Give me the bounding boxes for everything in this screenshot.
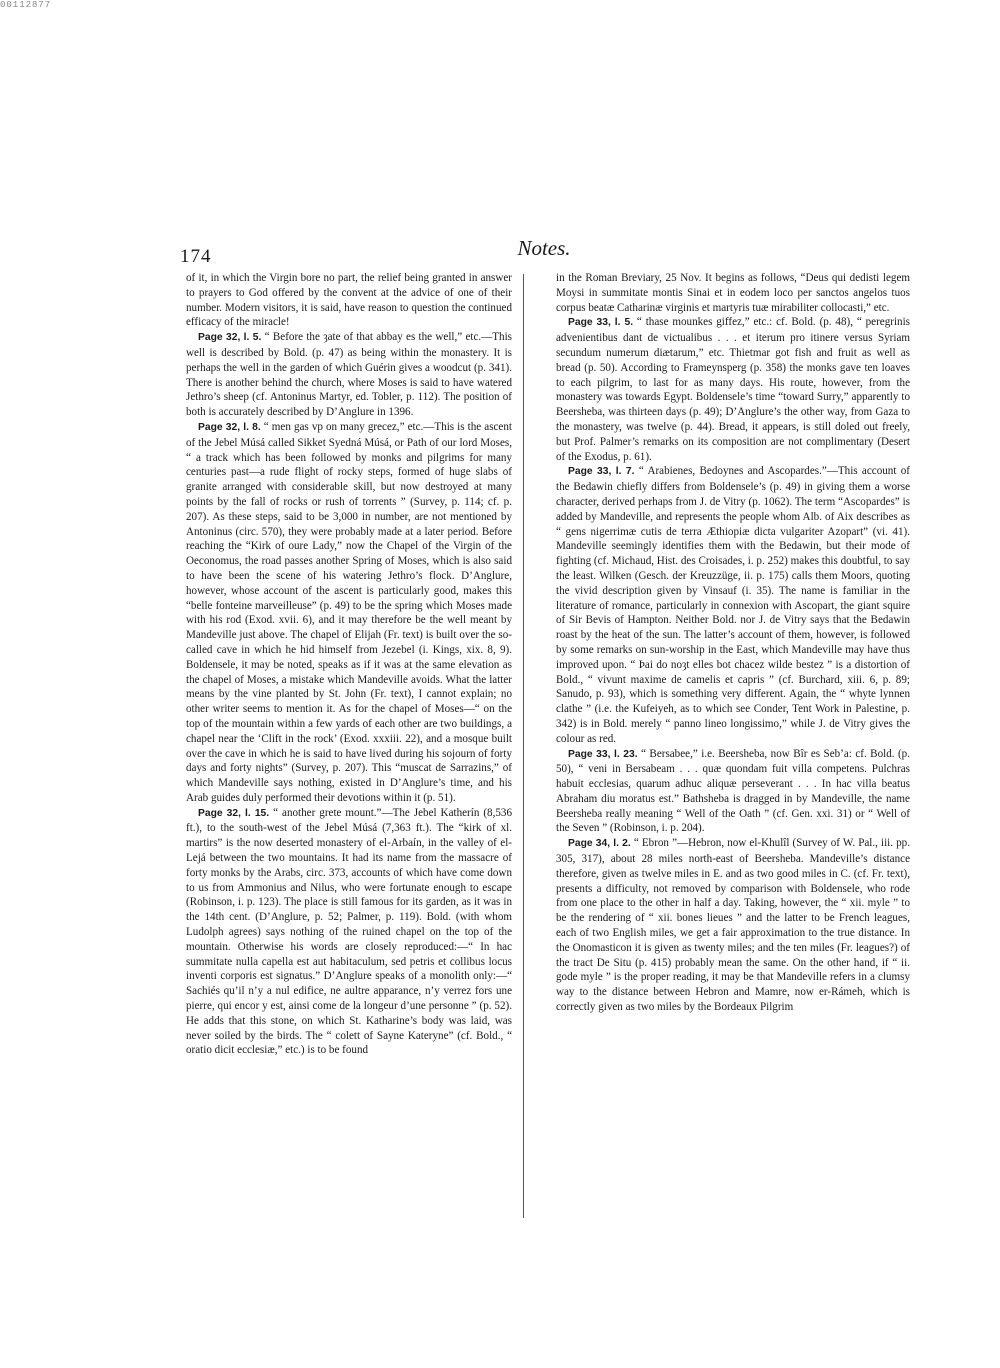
column-divider (523, 274, 524, 1218)
note-text: “ another grete mount.”—The Jebel Katherín (8,536 ft.), to the south-west of the Jebel Músá (7,363 ft.). The “kirk of xl. martirs” is the now deserted monastery of el-Arbaín, in the valley of el-Lejá between the two mountains. It had its name from the massacre of forty monks by the Arabs, circ. 373, accounts of which have come down to us from Ammonius and Nilus, who were fortunate enough to escape (Robinson, i. p. 123). The place is still famous for its garden, as it was in the 14th cent. (D’Anglure, p. 52; Palmer, p. 119). Bold. (with whom Ludolph agrees) says nothing of the ruined chapel on the top of the mountain. Otherwise his words are closely reproduced:—“ In hac summitate nulla capella est aut habitaculum, sed petris et collibus locus inventi corporis est signatus.” D’Anglure speaks of a monolith only:—“ Sachiés qu’il n’y a nul edifice, ne aultre apparance, n’y verrez fors une pierre, qui encor y est, ainsi come de la longeur d’une personne ” (p. 52). He adds that this stone, on which St. Katharine’s body was laid, was never soiled by the birds. The “ colett of Sayne Kateryne” (cf. Bold., “ oratio dicit ecclesiæ,” etc.) is to be found (186, 806, 513, 1057)
continuation-paragraph: in the Roman Breviary, 25 Nov. It begins as follows, “Deus qui dedisti legem Moysi in summitate montis Sinai et in eodem loco per sanctos angelos tuos corpus beatæ Catharinæ virginis et martyris tuæ mirabiliter collocasti,” etc. (556, 272, 910, 314)
note-paragraph (556, 464, 910, 746)
scan-id-label: 00112877 (0, 0, 52, 10)
note-reference: Page 32, l. 15. (198, 807, 270, 819)
note-paragraph (186, 806, 512, 1059)
note-text: “ Before the ȝate of that abbay es the well,” etc.—This well is described by Bold. (p. 47) as being within the monastery. It is perhaps the well in the garden of which Guérin gives a woodcut (p. 341). There is another behind the church, where Moses is said to have watered Jethro’s sheep (cf. Antoninus Martyr, ed. Tobler, p. 112). The position of both is accurately described by D’Anglure in 1396. (186, 331, 512, 419)
continuation-paragraph: of it, in which the Virgin bore no part, the relief being granted in answer to prayers to God offered by the convent at the advice of one of their number. Modern visitors, it is said, have reason to question the continued efficacy of the miracle! (186, 272, 512, 329)
left-column (186, 271, 512, 1058)
note-text: “ Arabienes, Bedoynes and Ascopardes.”—This account of the Bedawin chiefly differs from Boldensele’s (p. 49) in giving them a worse character, derived perhaps from J. de Vitry (p. 1062). The term “Ascopardes” is added by Mandeville, and represents the people whom Alb. of Aix describes as “ gens nigerrimæ cutis de terra Æthiopiæ dicta vulgariter Azopart” (vi. 41). Mandeville seemingly identifies them with the Bedawin, but their mode of fighting (cf. Michaud, Hist. des Croisades, i. p. 252) makes this doubtful, to say the least. Wilken (Gesch. der Kreuzzüge, ii. p. 175) calls them Moors, quoting the vivid description given by Vinsauf (i. 35). The name is familiar in the literature of romance, particularly in connexion with Ascopart, the giant squire of Sir Bevis of Hampton. Neither Bold. nor J. de Vitry says that the Bedawin roast by the heat of the sun. The latter’s account of them, however, is followed by some remarks on sun-worship in the East, which Mandeville may have thus improved upon. “ Þai do noȝt elles bot chacez wilde bestez ” is a distortion of Bold., “ vivunt maxime de camelis et capris ” (cf. Burchard, xiii. 6, p. 89; Sanudo, p. 93), which is something very different. Again, the “ whyte lynnen clathe ” (i.e. the Kufeiyeh, as to which see Conder, Tent Work in Palestine, p. 342) is in Bold. merely “ panno lineo longissimo,” while J. de Vitry gives the colour as red. (556, 465, 910, 745)
right-column (556, 271, 910, 1015)
note-paragraph (556, 747, 910, 837)
note-text: “ Ebron ”—Hebron, now el-Khulîl (Survey of W. Pal., iii. pp. 305, 317), about 28 miles north-east of Beersheba. Mandeville’s distance therefore, given as twelve miles in E. and as two good miles in C. (cf. Fr. text), presents a difficulty, not removed by comparison with Boldensele, who rode from one place to the other in half a day. Taking, however, the “ xii. myle ” to be the rendering of “ xii. bones lieues ” and the latter to be French leagues, each of two English miles, we get a fair approximation to the true distance. In the Onomasticon it is given as twenty miles; and the ten miles (Fr. leagues?) of the tract De Situ (p. 415) probably mean the same. On the other hand, if “ ii. gode myle ” is the proper reading, it may be that Mandeville refers in a clumsy way to the distance between Hebron and Mamre, now er-Rámeh, which is correctly given as two miles by the Bordeaux Pilgrim (556, 837, 910, 1014)
note-paragraph (556, 315, 910, 464)
note-reference: Page 33, l. 5. (568, 317, 634, 329)
note-paragraph (556, 836, 910, 1015)
page-number: 174 (180, 246, 212, 267)
note-text: “ Bersabee,” i.e. Beersheba, now Bîr es Seb’a: cf. Bold. (p. 50), “ veni in Bersabeam . . . quæ quondam fuit villa competens. Pulchras habuit ecclesias, quarum adhuc aliquæ perseverant . . . In hac villa beatus Abraham diu moratus est.” Bathsheba is dragged in by Mandeville, the name Beersheba really meaning “ Well of the Oath ” (cf. Gen. xxi. 31) or “ Well of the Seven ” (Robinson, i. p. 204). (556, 747, 910, 835)
note-paragraph (186, 420, 512, 806)
note-text: “ men gas vp on many grecez,” etc.—This is the ascent of the Jebel Músá called Sikket Syedná Músá, or Path of our lord Moses, “ a track which has been followed by monks and pilgrims for many centuries past—a rude flight of rocky steps, formed of huge slabs of granite arranged with considerable skill, but now destroyed at many points by the fall of rocks or rush of torrents ” (Survey, p. 114; cf. p. 207). As these steps, said to be 3,000 in number, are not mentioned by Antoninus (circ. 570), they were probably made at a later period. Before reaching the “Kirk of oure Lady,” now the Chapel of the Virgin of the Oeconomus, the road passes another Spring of Moses, which is also said to have been the scene of his watering Jethro’s flock. D’Anglure, however, whose account of the ascent is particularly good, makes this “belle fonteine marveilleuse” (p. 49) to be the spring which Moses made with his rod (Exod. xvii. 6), and it may therefore be the well meant by Mandeville just above. The chapel of Elijah (Fr. text) is built over the so-called cave in which he hid himself from Jezebel (i. Kings, xix. 8, 9). Boldensele, it may be noted, speaks as if it was at the same elevation as the chapel of Moses, a mistake which Mandeville avoids. What the latter means by the vine planted by St. John (Fr. text), I cannot explain; no other writer seems to mention it. As for the chapel of Moses—“ on the top of the mountain within a few yards of each other are two buildings, a chapel near the ‘Clift in the rock’ (Exod. xxxiii. 22), and a mosque built over the cave in which he is said to have lived during his sojourn of forty days and forty nights” (Survey, p. 207). This “muscat de Sarrazins,” of which Mandeville says nothing, existed in D’Anglure’s time, and his Arab guides duly performed their devotions within it (p. 51). (186, 420, 512, 804)
running-head: Notes. (517, 236, 571, 260)
note-reference: Page 34, l. 2. (568, 838, 631, 850)
note-text: “ thase mounkes giffez,” etc.: cf. Bold. (p. 48), “ peregrinis advenientibus dant de victualibus . . . et iterum pro itinere versus Syriam secundum numerum diætarum,” etc. Thietmar got fish and fruit as well as bread (p. 50). According to Frameynsperg (p. 358) the monks gave ten loaves to each pilgrim, to last for as many days. His route, however, from the monastery was towards Egypt. Boldensele’s time “toward Surry,” apparently to Beersheba, was thirteen days (p. 49); D’Anglure’s the other way, from Gaza to the monastery, was twelve (p. 44). Bread, it appears, is still doled out freely, but Prof. Palmer’s remarks on its composition are not complimentary (Desert of the Exodus, p. 61). (556, 316, 910, 463)
note-reference: Page 33, l. 23. (568, 748, 638, 760)
note-reference: Page 32, l. 5. (198, 332, 262, 344)
note-reference: Page 32, l. 8. (198, 421, 261, 433)
note-reference: Page 33, l. 7. (568, 466, 635, 478)
note-paragraph (186, 330, 512, 420)
